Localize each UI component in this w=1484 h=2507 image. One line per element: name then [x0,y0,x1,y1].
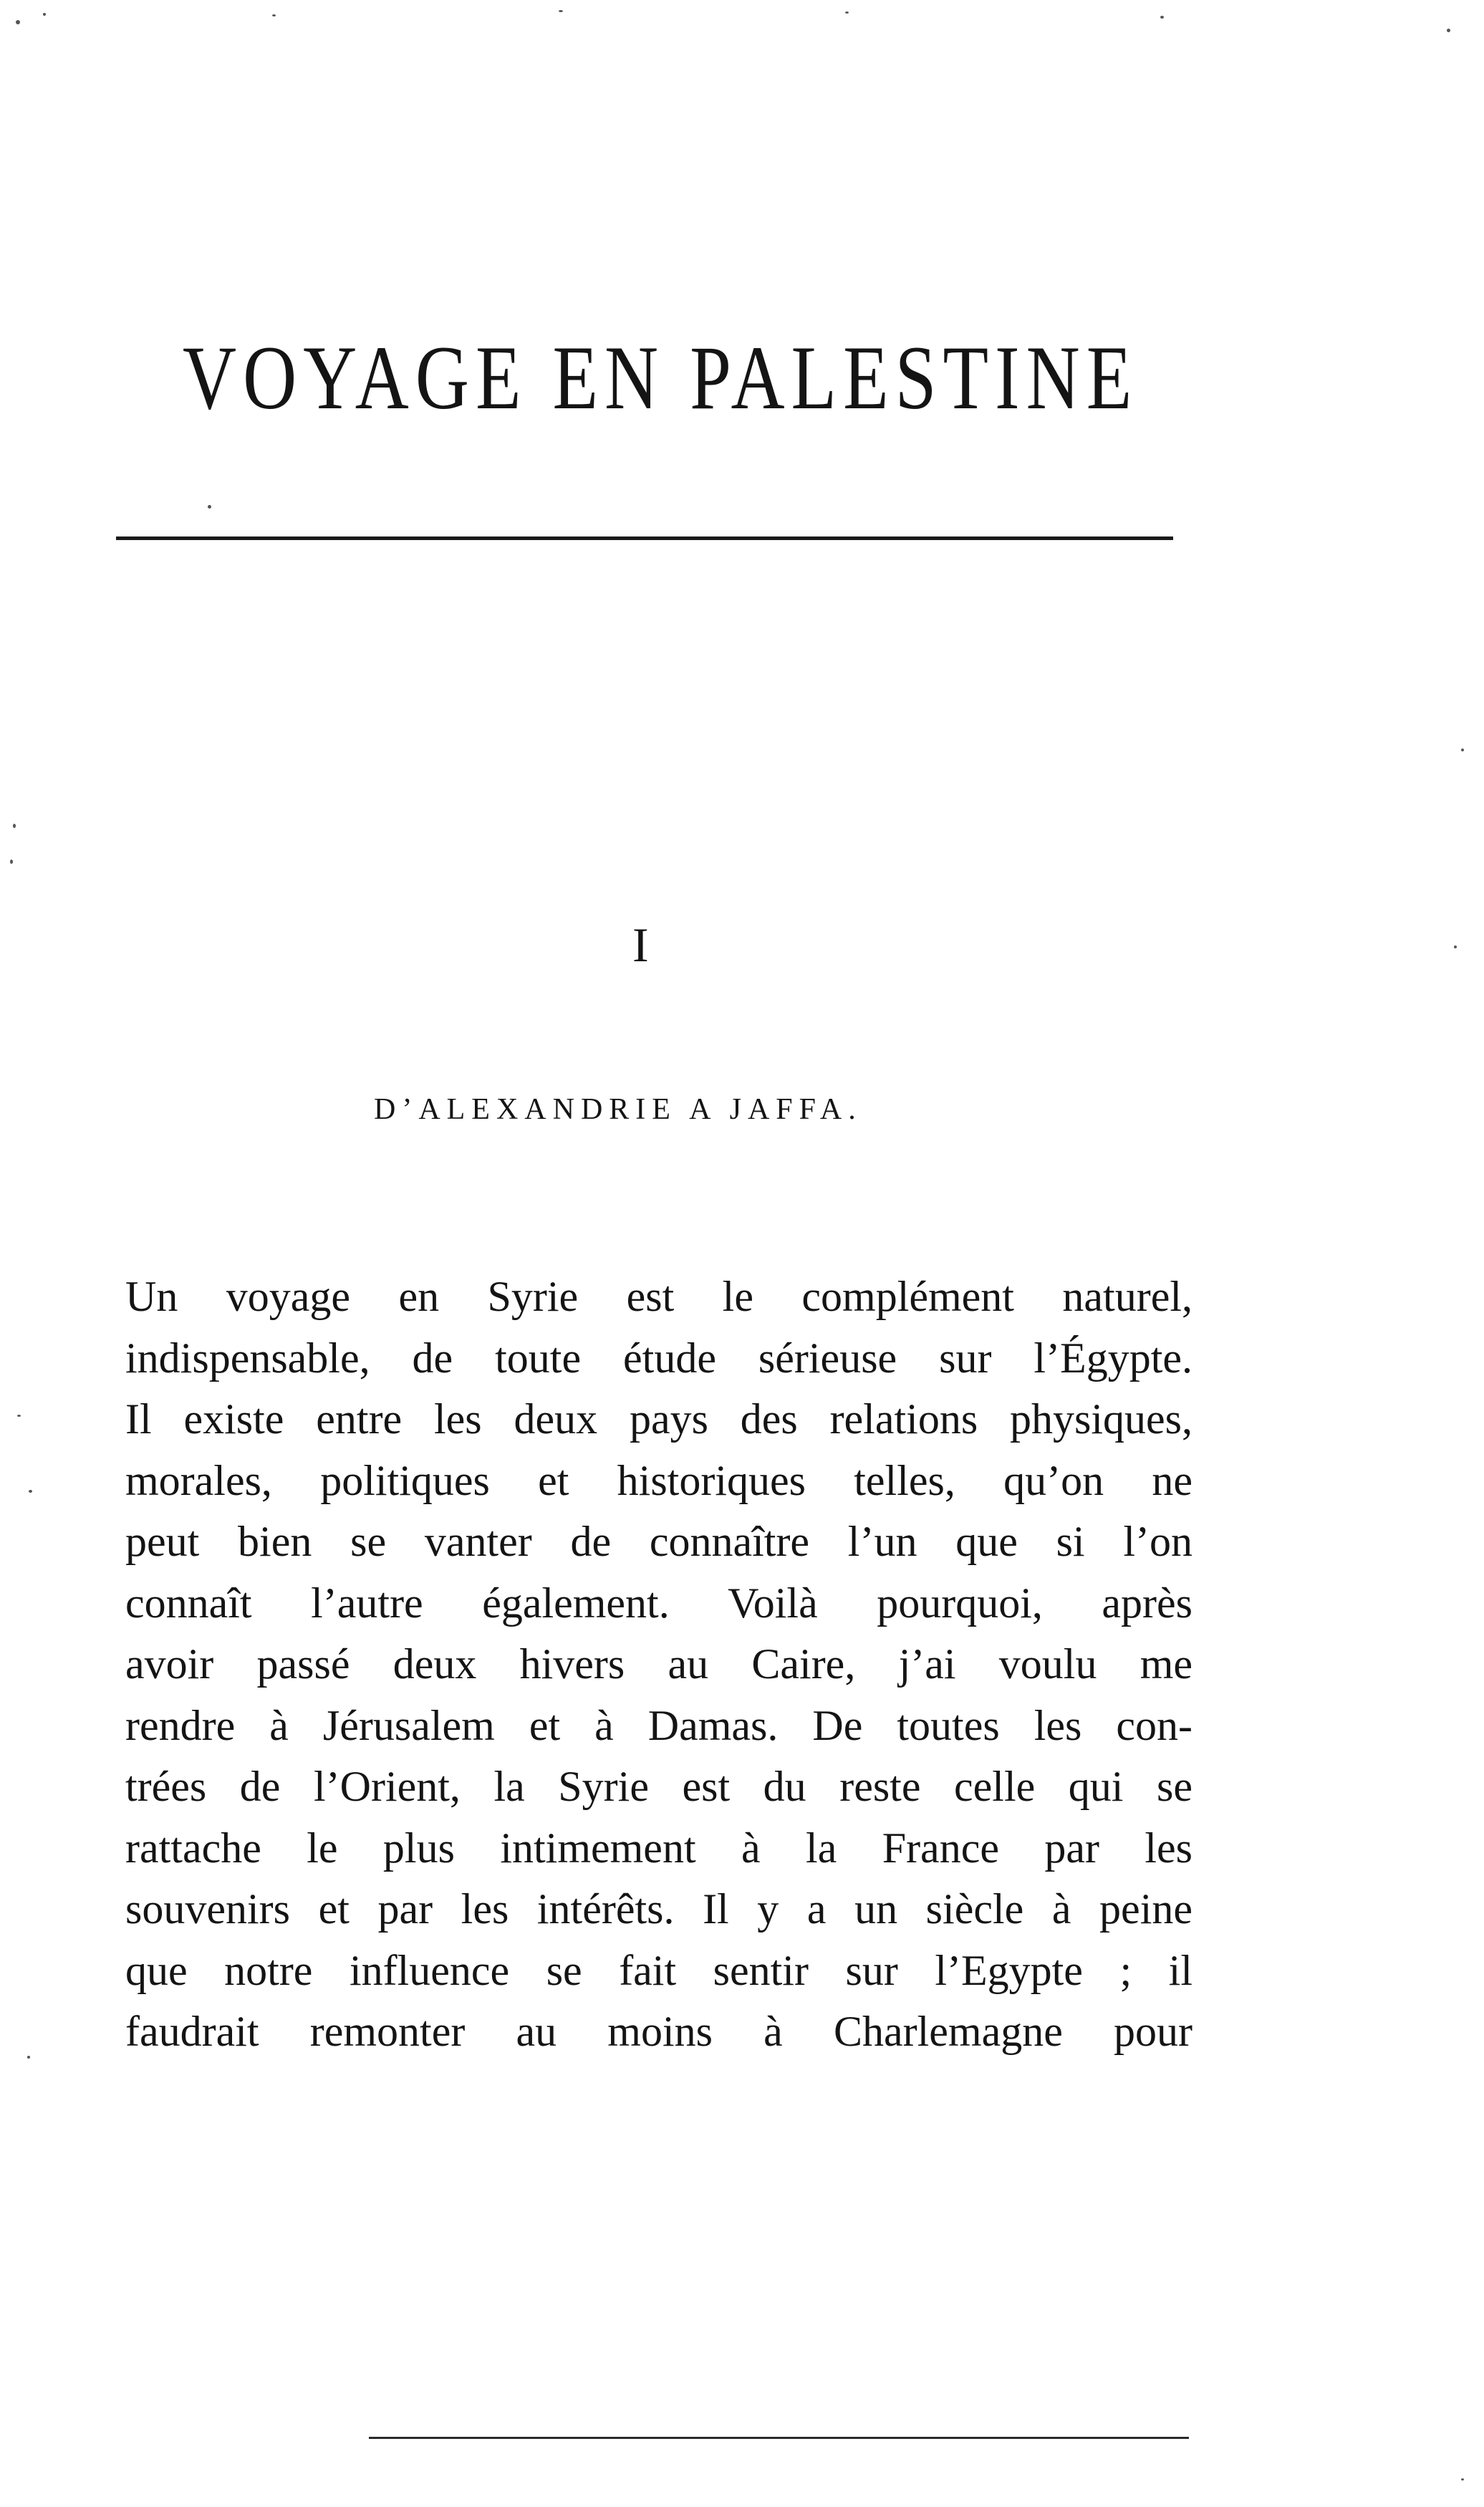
scan-speck [43,13,46,16]
scan-speck [845,11,849,14]
scan-speck [27,2056,30,2059]
text-line: Il existe entre les deux pays des relations physiques, [125,1395,1192,1443]
scan-speck [272,14,276,16]
chapter-heading: D’ALEXANDRIE A JAFFA. [374,1093,862,1126]
scan-speck [208,505,211,509]
running-title: VOYAGE EN PALESTINE [183,327,1139,428]
text-line: faudrait remonter au moins à Charlemagne pour [125,2008,1192,2055]
scan-speck [1461,2478,1464,2480]
text-line: avoir passé deux hivers au Caire, j’ai voulu me [125,1640,1192,1688]
scan-speck [29,1490,32,1493]
scan-speck [1160,16,1164,19]
text-line: Un voyage en Syrie est le complément naturel, [125,1273,1192,1320]
text-line: que notre influence se fait sentir sur l’Egypte ; il [125,1946,1192,1994]
text-line: rattache le plus intimement à la France par les [125,1824,1192,1872]
text-line: morales, politiques et historiques telles, qu’on ne [125,1456,1192,1504]
title-rule [116,536,1173,540]
text-line: indispensable, de toute étude sérieuse sur l’Égypte. [125,1334,1192,1382]
scan-speck [10,860,13,864]
scan-speck [13,824,16,828]
text-line: connaît l’autre également. Voilà pourquoi, après [125,1579,1192,1627]
scan-speck [1461,749,1464,751]
scan-speck [16,20,20,24]
text-line: trées de l’Orient, la Syrie est du reste celle qui se [125,1763,1192,1810]
scan-speck [17,1415,21,1417]
scan-speck [1447,29,1450,32]
scan-speck [1454,945,1457,948]
text-line: peut bien se vanter de connaître l’un que si l’on [125,1518,1192,1565]
scan-speck [559,10,563,12]
chapter-numeral: I [632,918,649,972]
text-line: souvenirs et par les intérêts. Il y a un siècle à peine [125,1885,1192,1933]
footer-rule [369,2437,1189,2439]
body-paragraph [125,1266,1192,2063]
text-line: rendre à Jérusalem et à Damas. De toutes les con- [125,1701,1192,1749]
